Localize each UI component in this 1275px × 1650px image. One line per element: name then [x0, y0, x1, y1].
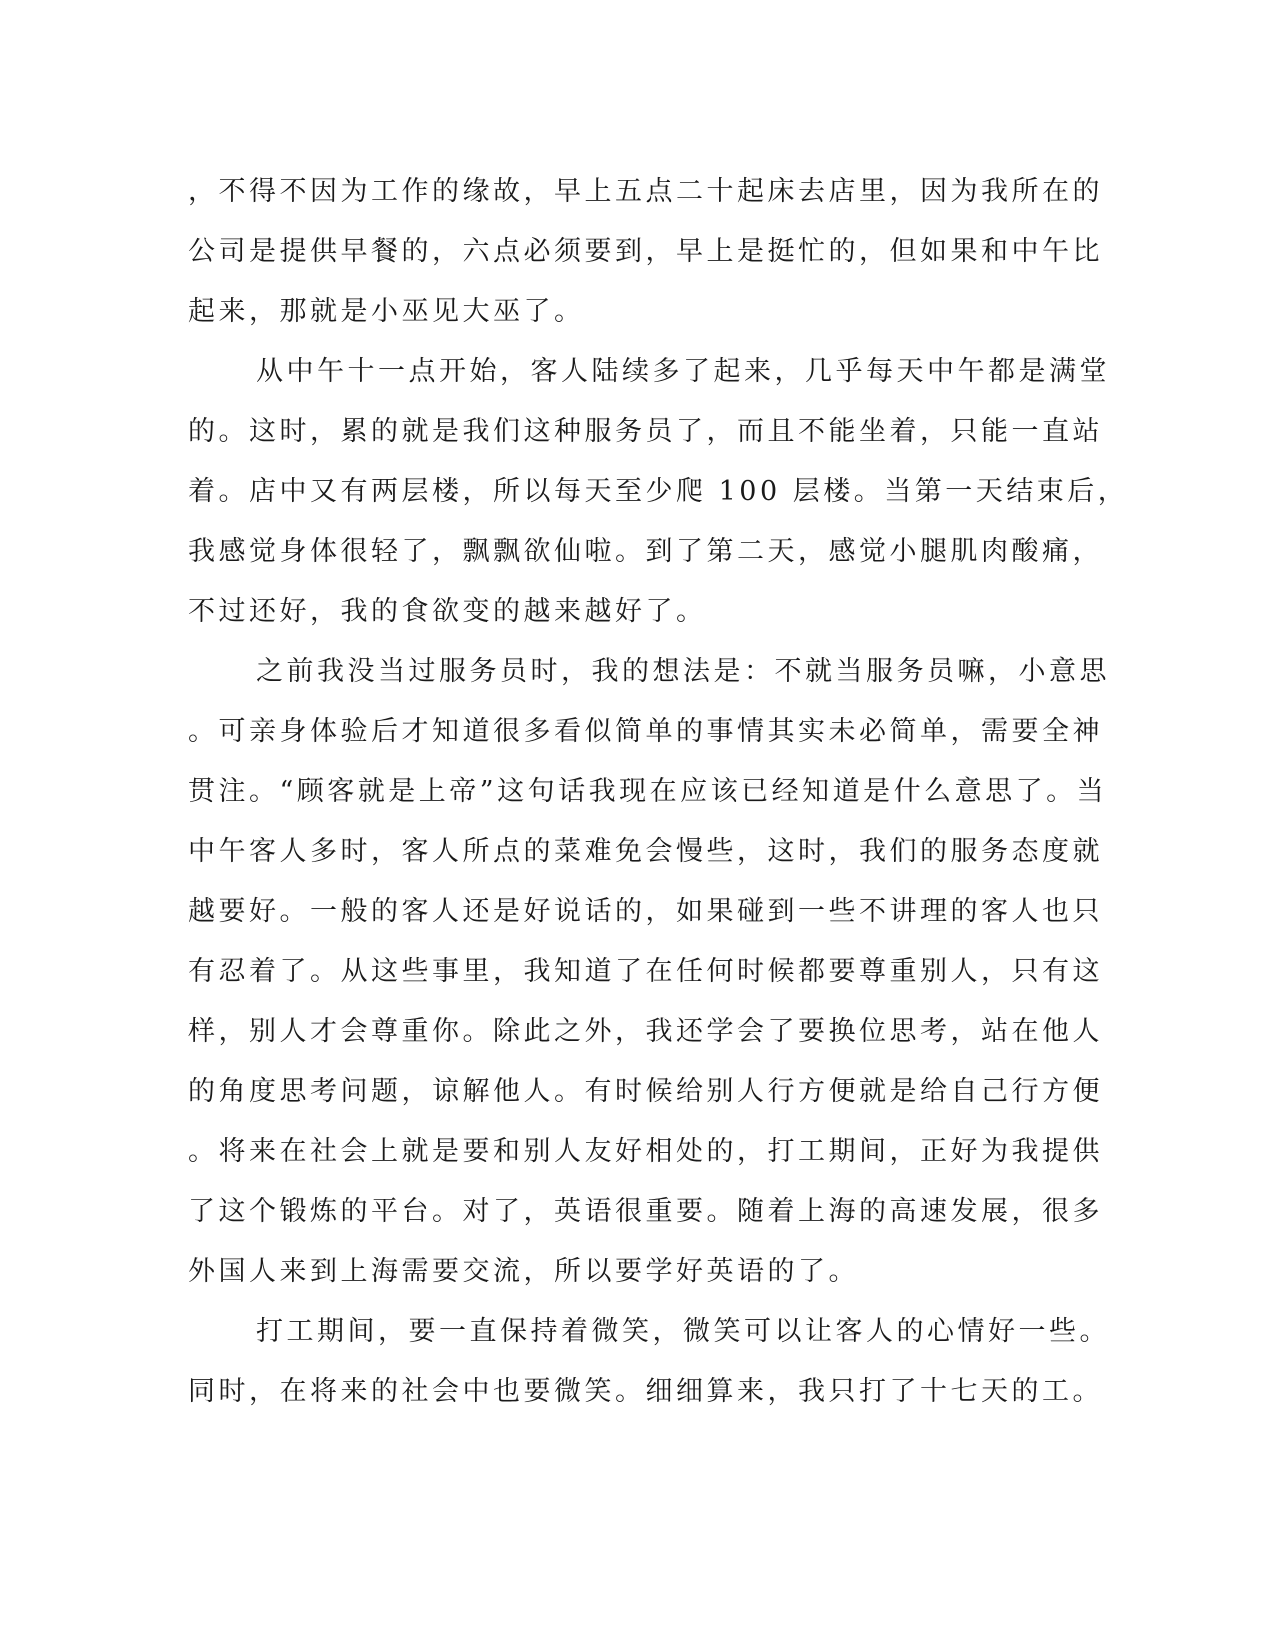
text-line: 我感觉身体很轻了，飘飘欲仙啦。到了第二天，感觉小腿肌肉酸痛， [188, 536, 1103, 567]
text-line: 不过还好，我的食欲变的越来越好了。 [188, 596, 707, 627]
text-line: 有忍着了。从这些事里，我知道了在任何时候都要尊重别人，只有这 [188, 956, 1103, 987]
text-line: 中午客人多时，客人所点的菜难免会慢些，这时，我们的服务态度就 [188, 836, 1103, 867]
text-line: 越要好。一般的客人还是好说话的，如果碰到一些不讲理的客人也只 [188, 896, 1103, 927]
text-line: 了这个锻炼的平台。对了，英语很重要。随着上海的高速发展，很多 [188, 1196, 1103, 1227]
text-line: 的角度思考问题，谅解他人。有时候给别人行方便就是给自己行方便 [188, 1076, 1103, 1107]
text-line: 同时，在将来的社会中也要微笑。细细算来，我只打了十七天的工。 [188, 1376, 1103, 1407]
text-line: 贯注。“顾客就是上帝”这句话我现在应该已经知道是什么意思了。当 [188, 776, 1108, 807]
paragraph-first-line: 打工期间，要一直保持着微笑，微笑可以让客人的心情好一些。 [256, 1316, 1110, 1347]
body-text [188, 162, 1129, 1422]
text-line: 着。店中又有两层楼，所以每天至少爬 100 层楼。当第一天结束后， [188, 476, 1129, 507]
text-line: 起来，那就是小巫见大巫了。 [188, 296, 585, 327]
text-line: 。将来在社会上就是要和别人友好相处的，打工期间，正好为我提供 [188, 1136, 1103, 1167]
paragraph-first-line: 从中午十一点开始，客人陆续多了起来，几乎每天中午都是满堂 [256, 356, 1110, 387]
text-line: 样，别人才会尊重你。除此之外，我还学会了要换位思考，站在他人 [188, 1016, 1103, 1047]
text-line: 公司是提供早餐的，六点必须要到，早上是挺忙的，但如果和中午比 [188, 236, 1103, 267]
paragraph-first-line: 之前我没当过服务员时，我的想法是：不就当服务员嘛，小意思 [256, 656, 1110, 687]
text-line: 外国人来到上海需要交流，所以要学好英语的了。 [188, 1256, 859, 1287]
text-line: 的。这时，累的就是我们这种服务员了，而且不能坐着，只能一直站 [188, 416, 1103, 447]
text-line: 。可亲身体验后才知道很多看似简单的事情其实未必简单，需要全神 [188, 716, 1103, 747]
text-line: ，不得不因为工作的缘故，早上五点二十起床去店里，因为我所在的 [188, 176, 1103, 207]
